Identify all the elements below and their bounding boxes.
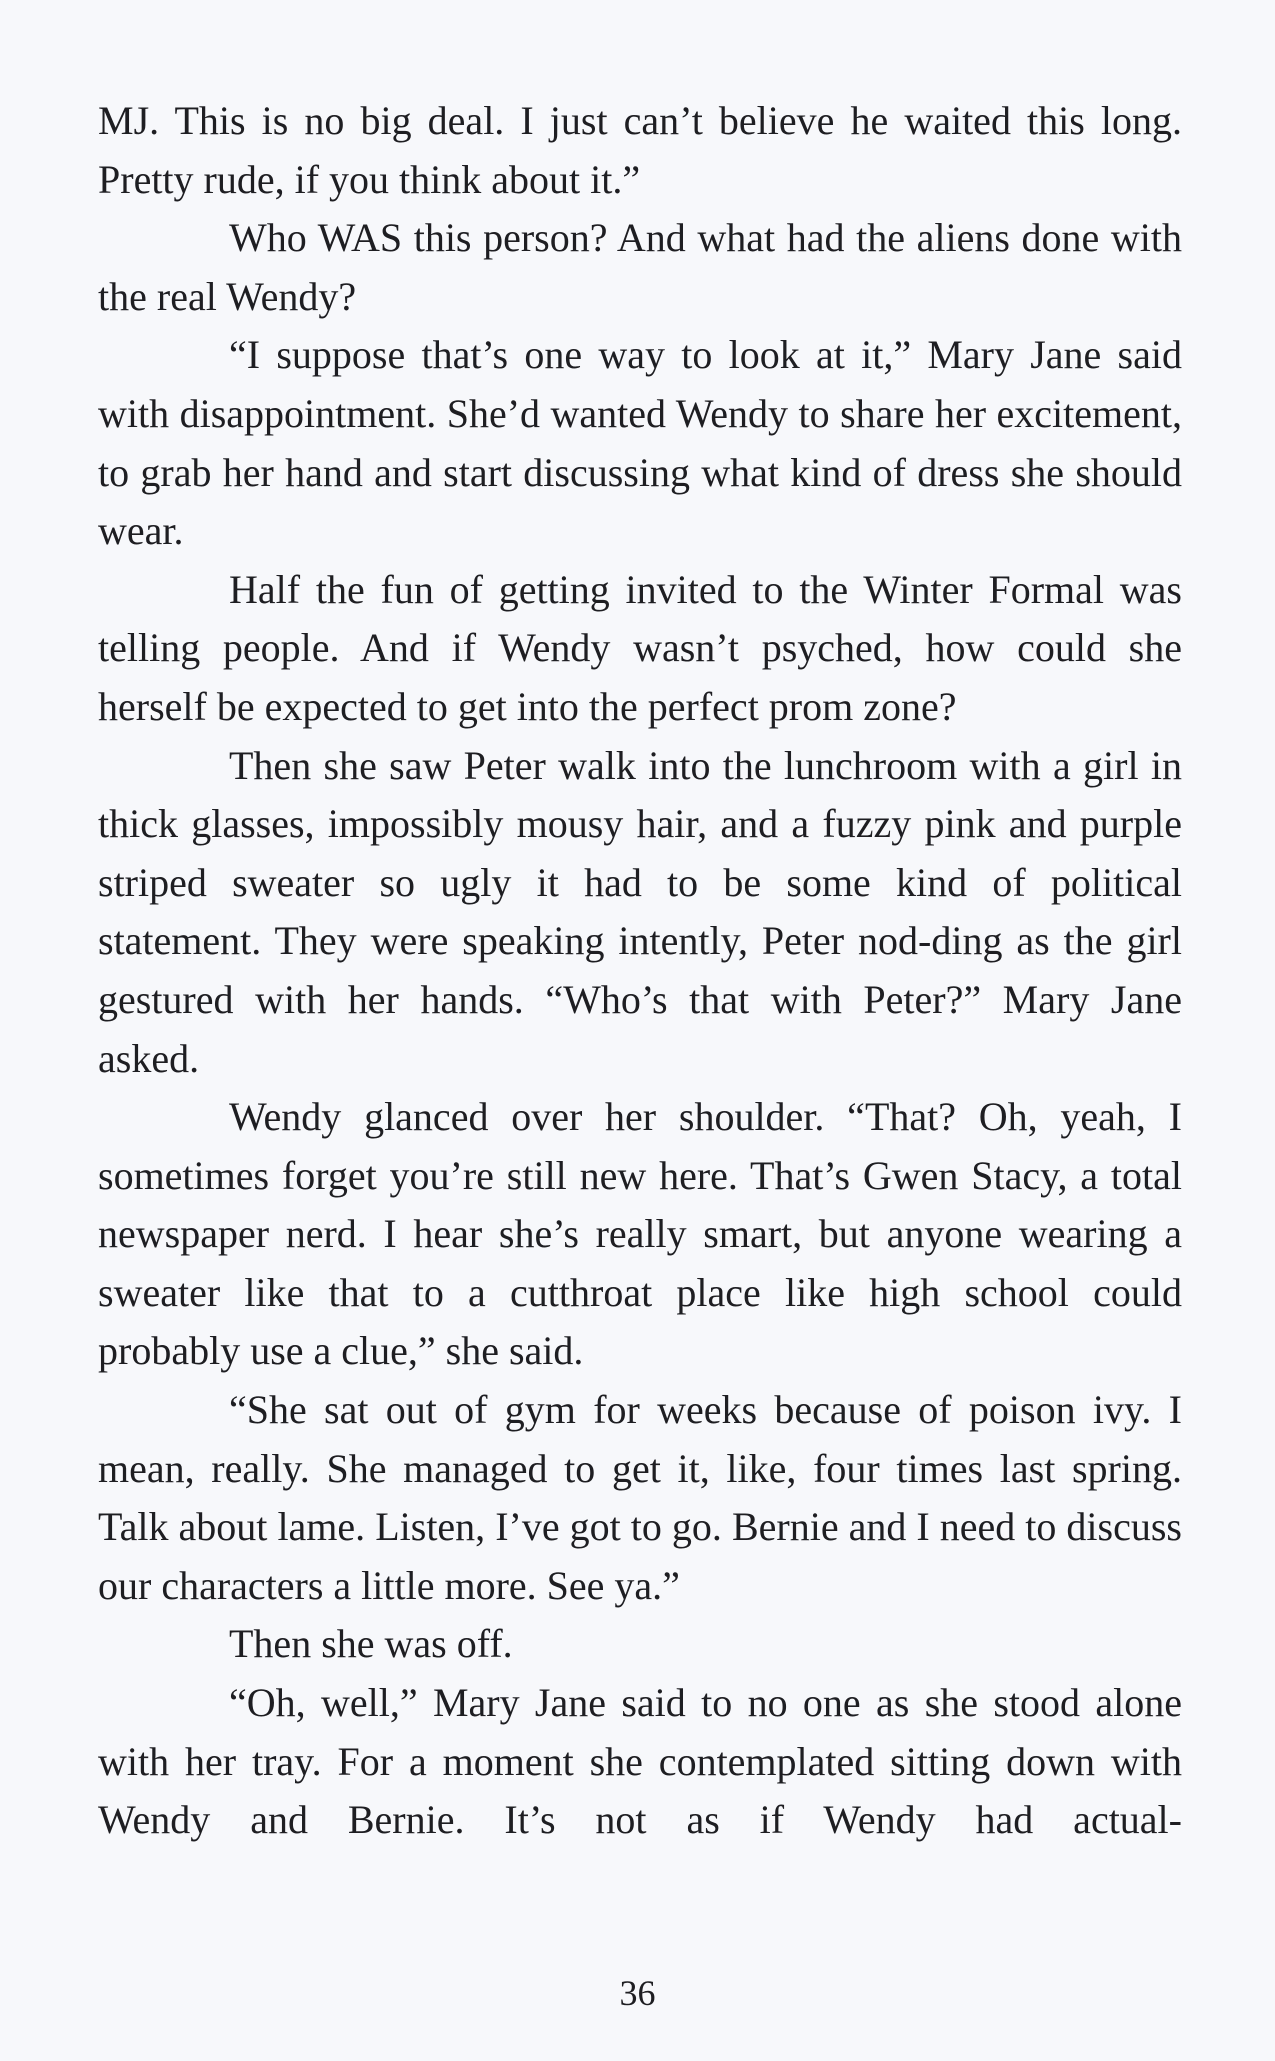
body-text xyxy=(98,92,1182,1850)
paragraph-7: “She sat out of gym for weeks because of poison ivy. I mean, really. She managed to get it, like, four times last spring. Talk about lame. Listen, I’ve got to go. Bernie and I need to discuss our characters a little more. See ya.” xyxy=(98,1387,1182,1608)
paragraph-6: Wendy glanced over her shoulder. “That? Oh, yeah, I sometimes forget you’re still new here. That’s Gwen Stacy, a total newspaper nerd. I hear she’s really smart, but anyone wearing a sweater like that to a cutthroat place like high school could probably use a clue,” she said. xyxy=(98,1094,1182,1374)
paragraph-3: “I suppose that’s one way to look at it,” Mary Jane said with disappointment. She’d wanted Wendy to share her excitement, to grab her hand and start discussing what kind of dress she should wear. xyxy=(98,332,1182,554)
paragraph-9: “Oh, well,” Mary Jane said to no one as she stood alone with her tray. For a moment she contemplated sitting down with Wendy and Bernie. It’s not as if Wendy had actual- xyxy=(98,1680,1182,1843)
paragraph-4: Half the fun of getting invited to the Winter Formal was telling people. And if Wendy wasn’t psyched, how could she herself be expected to get into the perfect prom zone? xyxy=(98,566,1182,729)
page-number: 36 xyxy=(619,1973,656,2013)
paragraph-1: MJ. This is no big deal. I just can’t believe he waited this long. Pretty rude, if you think about it.” xyxy=(98,98,1182,202)
paragraph-8: Then she was off. xyxy=(229,1621,513,1667)
paragraph-5: Then she saw Peter walk into the lunchroom with a girl in thick glasses, impossibly mousy hair, and a fuzzy pink and purple striped sweater so ugly it had to be some kind of political statement. They were speaking intently, Peter nod-ding as the girl gestured with her hands. “Who’s that with Peter?” Mary Jane asked. xyxy=(98,742,1182,1081)
paragraph-2: Who WAS this person? And what had the aliens done with the real Wendy? xyxy=(98,215,1182,319)
